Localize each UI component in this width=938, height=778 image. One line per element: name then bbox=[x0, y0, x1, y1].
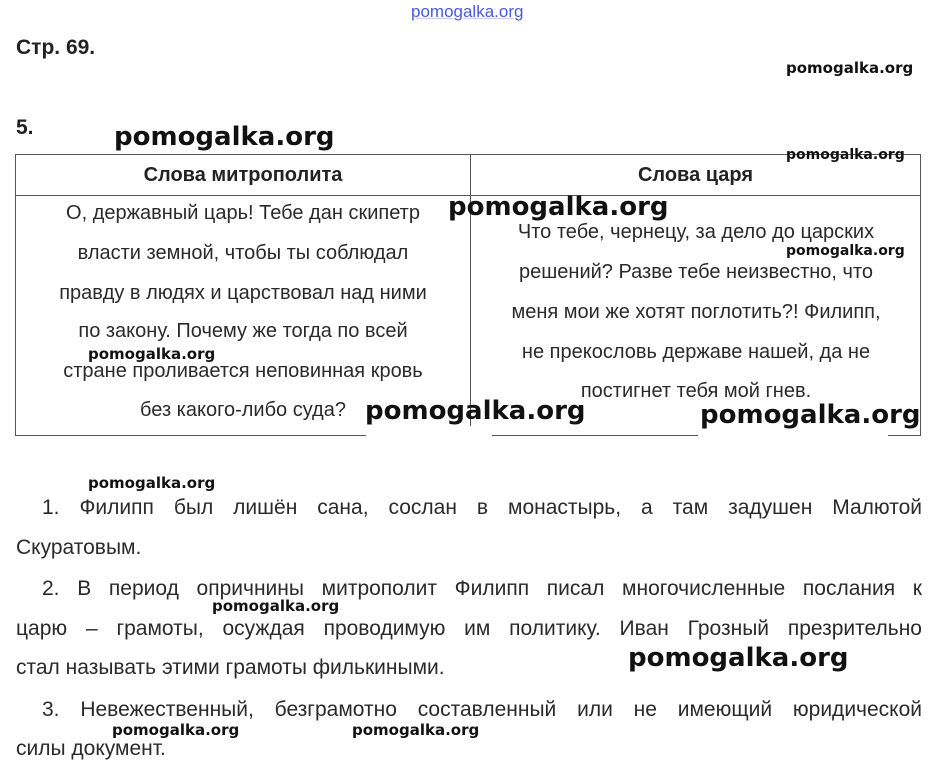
page-heading: Стр. 69. bbox=[16, 36, 96, 59]
top-watermark: pomogalka.org bbox=[411, 2, 524, 21]
tsar-line: постигнет тебя мой гнев. bbox=[580, 380, 812, 402]
metropolitan-line: без какого-либо суда? bbox=[140, 399, 346, 421]
metropolitan-line: по закону. Почему же тогда по всей bbox=[78, 320, 408, 342]
tsar-line: меня мои же хотят поглотить?! Филипп, bbox=[511, 301, 881, 323]
table-header-metropolitan: Слова митрополита bbox=[143, 163, 343, 186]
watermark-backdrop bbox=[366, 426, 492, 440]
answer-2-line-2: царю – грамоты, осуждая проводимую им политику. Иван Грозный презрительно bbox=[16, 617, 922, 640]
answer-3-line-1: 3. Невежественный, безграмотно составленный или не имеющий юридической bbox=[42, 698, 922, 721]
task-number: 5. bbox=[16, 116, 34, 139]
answer-3-line-2: силы документ. bbox=[16, 737, 166, 760]
metropolitan-line: власти земной, чтобы ты соблюдал bbox=[77, 242, 409, 264]
watermark: pomogalka.org bbox=[114, 122, 335, 152]
watermark: pomogalka.org bbox=[112, 721, 240, 739]
answer-2-line-1: 2. В период опричнины митрополит Филипп писал многочисленные послания к bbox=[42, 577, 922, 600]
answer-1-line-2: Скуратовым. bbox=[16, 536, 142, 559]
watermark: pomogalka.org bbox=[700, 400, 921, 430]
tsar-line: не прекословь державе нашей, да не bbox=[521, 341, 871, 363]
tsar-line: Что тебе, чернецу, за дело до царских bbox=[517, 221, 875, 243]
tsar-line: решений? Разве тебе неизвестно, что bbox=[518, 261, 874, 283]
answer-1-line-1: 1. Филипп был лишён сана, сослан в монастырь, а там задушен Малютой bbox=[42, 496, 922, 519]
watermark: pomogalka.org bbox=[88, 345, 216, 363]
watermark: pomogalka.org bbox=[88, 474, 216, 492]
watermark: pomogalka.org bbox=[628, 643, 849, 673]
watermark: pomogalka.org bbox=[365, 396, 586, 426]
metropolitan-line: правду в людях и царствовал над ними bbox=[59, 282, 427, 304]
watermark: pomogalka.org bbox=[448, 192, 669, 222]
table-header-tsar: Слова царя bbox=[637, 163, 754, 186]
watermark: pomogalka.org bbox=[352, 721, 480, 739]
answer-2-line-3: стал называть этими грамоты филькиными. bbox=[16, 656, 445, 679]
watermark: pomogalka.org bbox=[212, 597, 340, 615]
watermark: pomogalka.org bbox=[786, 59, 914, 77]
metropolitan-line: стране проливается неповинная кровь bbox=[63, 360, 423, 382]
watermark: pomogalka.org bbox=[786, 243, 905, 259]
metropolitan-line: О, державный царь! Тебе дан скипетр bbox=[66, 202, 420, 224]
watermark: pomogalka.org bbox=[786, 147, 905, 163]
